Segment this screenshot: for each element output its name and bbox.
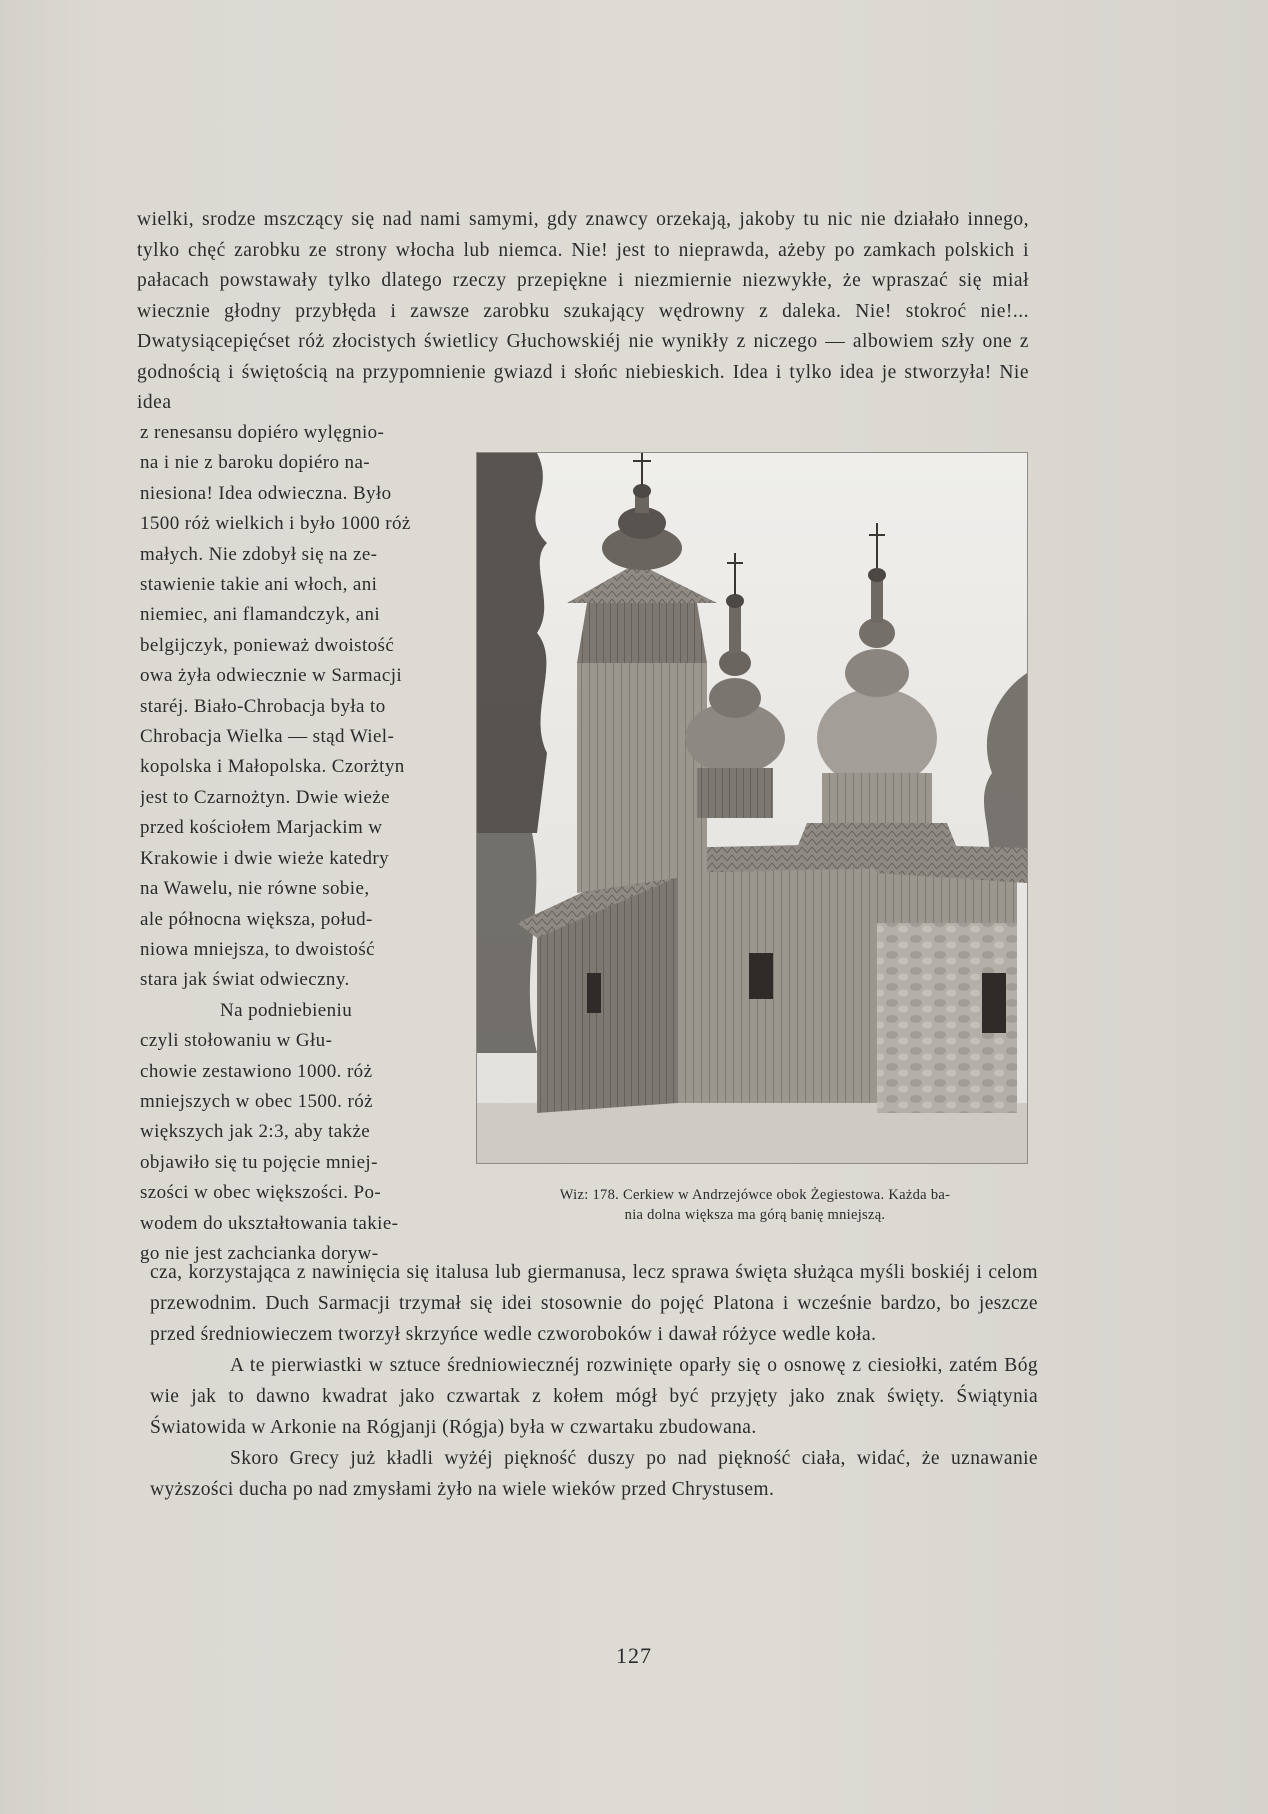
left-column-line: szości w obec większości. Po- xyxy=(140,1182,382,1204)
paragraph: cza, korzystająca z nawinięcia się italusa lub giermanusa, lecz sprawa święta służąca myśli boskiéj i celom przewodnim. Duch Sarmacji trzymał się idei stosownie do pojęć Platona i wcześnie bardzo, bo jeszcze przed średniowieczem tworzył skrzyńce wedle czworoboków i dawał różyce wedle koła. xyxy=(150,1262,1038,1345)
left-column-line: go nie jest zachcianka doryw- xyxy=(140,1242,379,1264)
left-column-line: kopolska i Małopolska. Czorżtyn xyxy=(140,756,405,778)
left-column-line: niemiec, ani flamandczyk, ani xyxy=(140,604,381,626)
left-column-line: 1500 róż wielkich i było 1000 róż xyxy=(140,513,411,535)
left-column-line: Na podniebieniu xyxy=(220,999,353,1021)
left-column-line: Chrobacja Wielka — stąd Wiel- xyxy=(140,726,395,748)
caption-line: Wiz: 178. Cerkiew w Andrzejówce obok Żegiestowa. Każda ba- xyxy=(559,1187,951,1203)
figure-caption xyxy=(462,1185,1048,1225)
left-column-line: mniejszych w obec 1500. róż xyxy=(140,1090,373,1112)
paragraph: Skoro Grecy już kładli wyżéj piękność duszy po nad piękność ciała, widać, że uznawanie wyższości ducha po nad zmysłami żyło na wiele wieków przed Chrystusem. xyxy=(150,1448,1038,1500)
left-column-line: czyli stołowaniu w Głu- xyxy=(140,1030,333,1052)
top-paragraph: wielki, srodze mszczący się nad nami samymi, gdy znawcy orzekają, jakoby tu nic nie działało innego, tylko chęć zarobku ze strony włocha lub niemca. Nie! jest to nieprawda, ażeby po zamkach polskich i pałacach powstawały tylko dlatego rzeczy przepiękne i niezmiernie niezwykłe, że wpraszać się miał wiecznie głodny przybłęda i zawsze zarobku szukający wędrowny z daleka. Nie! stokroć nie!... Dwatysiącepięćset róż złocistych świetlicy Głuchowskiéj nie wynikły z niczego — albowiem szły one z godnością i świętością na przypomnienie gwiazd i słońc niebieskich. Idea i tylko idea je stworzyła! Nie idea xyxy=(137,209,1029,413)
bottom-text xyxy=(150,1257,1038,1505)
left-column-line: Krakowie i dwie wieże katedry xyxy=(140,847,389,869)
church-photograph xyxy=(476,452,1028,1164)
left-column-line: wodem do ukształtowania takie- xyxy=(140,1212,399,1234)
left-column-line: owa żyła odwiecznie w Sarmacji xyxy=(140,665,403,687)
left-column-line: przed kościołem Marjackim w xyxy=(140,817,383,839)
left-column-line: stawienie takie ani włoch, ani xyxy=(140,574,378,596)
left-column-line: małych. Nie zdobył się na ze- xyxy=(140,543,378,565)
left-column-line: ale północna większa, połud- xyxy=(140,908,373,930)
caption-line: nia dolna większa ma górą banię mniejszą. xyxy=(624,1207,886,1223)
church-illustration xyxy=(477,453,1027,1163)
left-column-line: stara jak świat odwieczny. xyxy=(140,969,350,991)
paragraph: A te pierwiastki w sztuce średniowiecznéj rozwinięte oparły się o osnowę z ciesiołki, zatém Bóg wie jak to dawno kwadrat jako czwartak z kołem mógł być przyjęty jako znak święty. Świątynia Światowida w Arkonie na Rógjanji (Rógja) była w czwartaku zbudowana. xyxy=(150,1355,1038,1438)
left-column-line: objawiło się tu pojęcie mniej- xyxy=(140,1151,378,1173)
left-column-line: niowa mniejsza, to dwoistość xyxy=(140,938,375,960)
left-column-line: na Wawelu, nie równe sobie, xyxy=(140,878,370,900)
left-column-text xyxy=(140,418,458,1269)
left-column-line: na i nie z baroku dopiéro na- xyxy=(140,452,371,474)
left-column-line: chowie zestawiono 1000. róż xyxy=(140,1060,373,1082)
left-column-line: belgijczyk, ponieważ dwoistość xyxy=(140,634,395,656)
left-column-line: niesiona! Idea odwieczna. Było xyxy=(140,482,392,504)
left-column-line: jest to Czarnożtyn. Dwie wieże xyxy=(140,786,390,808)
left-column-line: staréj. Biało-Chrobacja była to xyxy=(140,695,386,717)
left-column-line: większych jak 2:3, aby także xyxy=(140,1121,371,1143)
left-column-line: z renesansu dopiéro wylęgnio- xyxy=(140,422,385,443)
page-number: 127 xyxy=(616,1643,652,1668)
